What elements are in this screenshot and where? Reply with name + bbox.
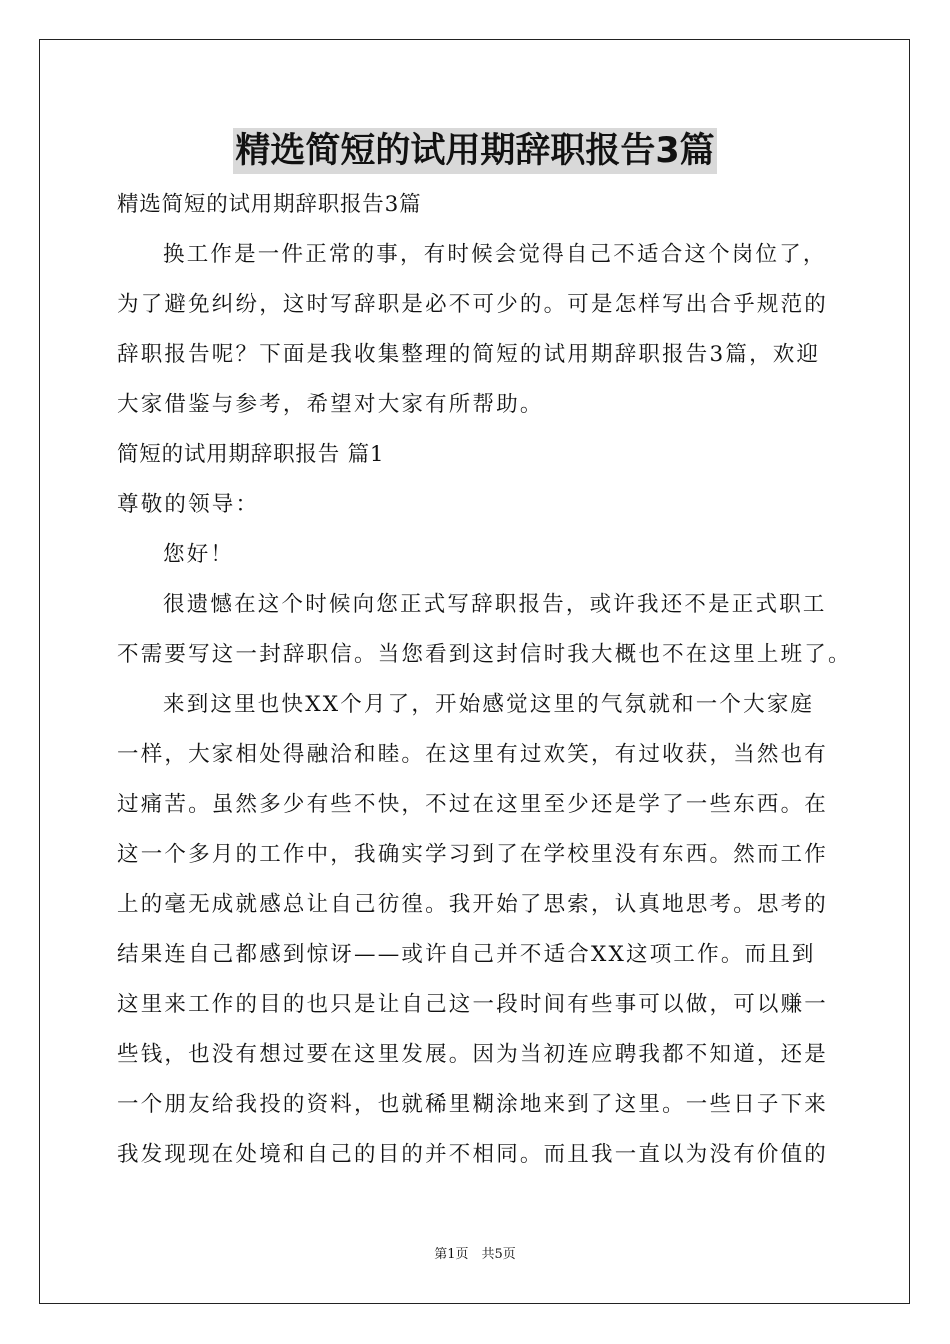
text-line: 尊敬的领导： [117,492,260,517]
text-line: 精选简短的试用期辞职报告3篇 [117,192,422,217]
text-line: 些钱，也没有想过要在这里发展。因为当初连应聘我都不知道，还是 [117,1042,829,1067]
text-line: 上的毫无成就感总让自己彷徨。我开始了思索，认真地思考。思考的 [117,892,829,917]
text-line: 过痛苦。虽然多少有些不快，不过在这里至少还是学了一些东西。在 [117,792,829,817]
text-line: 这里来工作的目的也只是让自己这一段时间有些事可以做，可以赚一 [117,992,829,1017]
document-body [117,180,852,1180]
text-line: 简短的试用期辞职报告 篇1 [117,442,385,467]
text-line: 这一个多月的工作中，我确实学习到了在学校里没有东西。然而工作 [117,842,829,867]
text-line: 我发现现在处境和自己的目的并不相同。而且我一直以为没有价值的 [117,1142,829,1167]
document-title: 精选简短的试用期辞职报告3篇 [233,128,716,174]
text-line: 换工作是一件正常的事，有时候会觉得自己不适合这个岗位了， [163,242,827,267]
text-line: 来到这里也快XX个月了，开始感觉这里的气氛就和一个大家庭 [163,692,815,717]
text-line: 不需要写这一封辞职信。当您看到这封信时我大概也不在这里上班了。 [117,642,852,667]
page-footer: 第1页 共5页 [434,1247,516,1262]
title-container [0,128,950,174]
text-line: 为了避免纠纷，这时写辞职是必不可少的。可是怎样写出合乎规范的 [117,292,829,317]
text-line: 大家借鉴与参考，希望对大家有所帮助。 [117,392,544,417]
text-line: 一个朋友给我投的资料，也就稀里糊涂地来到了这里。一些日子下来 [117,1092,829,1117]
text-line: 一样，大家相处得融洽和睦。在这里有过欢笑，有过收获，当然也有 [117,742,829,767]
text-line: 您好！ [163,542,235,567]
text-line: 很遗憾在这个时候向您正式写辞职报告，或许我还不是正式职工 [163,592,827,617]
text-line: 结果连自己都感到惊讶——或许自己并不适合XX这项工作。而且到 [117,942,816,967]
text-line: 辞职报告呢？下面是我收集整理的简短的试用期辞职报告3篇，欢迎 [117,342,821,367]
